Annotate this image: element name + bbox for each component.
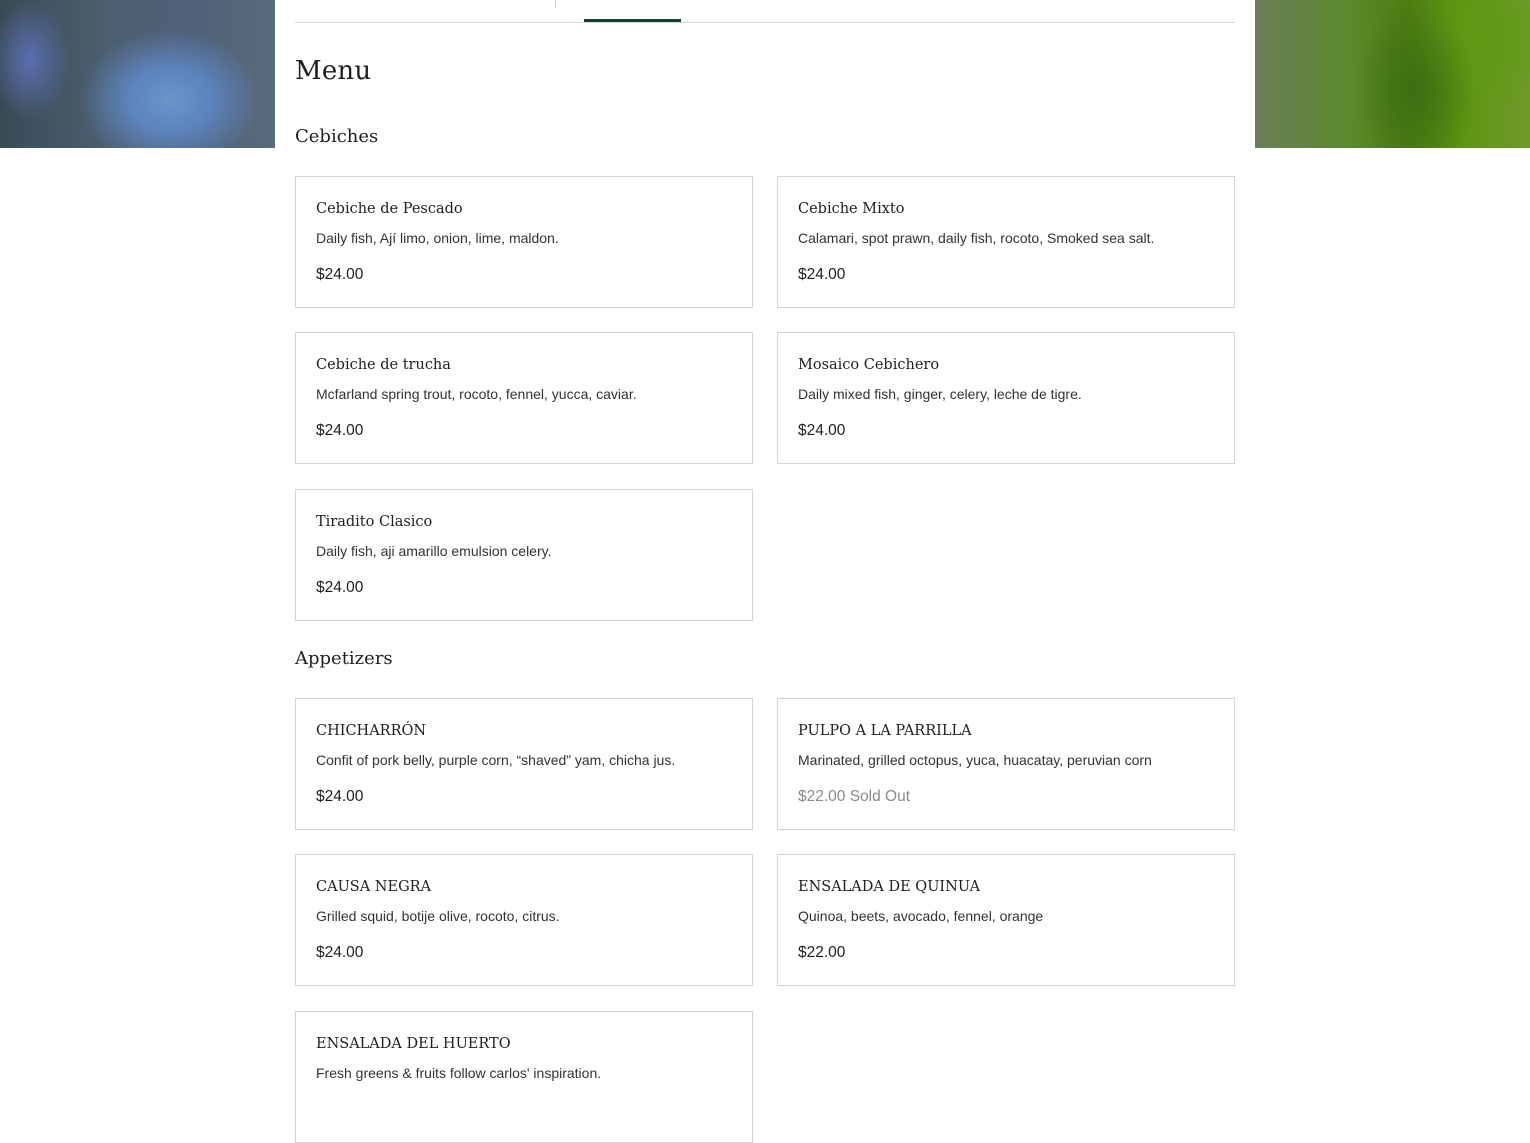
menu-item-description: Fresh greens & fruits follow carlos' inspiration. bbox=[316, 1065, 602, 1081]
menu-item-name: Tiradito Clasico bbox=[316, 514, 433, 530]
menu-item-price: $24.00 bbox=[798, 266, 846, 283]
section-title-appetizers: Appetizers bbox=[295, 648, 393, 669]
page-title: Menu bbox=[295, 56, 372, 86]
menu-item-name: CHICHARRÓN bbox=[316, 723, 427, 739]
menu-item-name: Cebiche de trucha bbox=[316, 357, 451, 373]
background-image-left bbox=[0, 0, 275, 148]
menu-item-description: Daily fish, Ají limo, onion, lime, maldon. bbox=[316, 230, 559, 246]
menu-item-price: $24.00 bbox=[316, 266, 364, 283]
menu-item-card[interactable] bbox=[295, 332, 753, 464]
tab-divider bbox=[555, 0, 556, 8]
menu-item-description: Grilled squid, botije olive, rocoto, citrus. bbox=[316, 908, 560, 924]
menu-item-description: Calamari, spot prawn, daily fish, rocoto, Smoked sea salt. bbox=[798, 230, 1155, 246]
menu-item-price: $24.00 bbox=[316, 944, 364, 961]
menu-item-description: Daily mixed fish, ginger, celery, leche de tigre. bbox=[798, 386, 1082, 402]
menu-item-description: Confit of pork belly, purple corn, “shaved” yam, chicha jus. bbox=[316, 752, 676, 768]
menu-item-price: $22.00 bbox=[798, 944, 846, 961]
menu-item-price: $24.00 bbox=[316, 579, 364, 596]
menu-item-name: Cebiche de Pescado bbox=[316, 201, 463, 217]
menu-item-card[interactable] bbox=[295, 698, 753, 830]
menu-item-description: Marinated, grilled octopus, yuca, huacatay, peruvian corn bbox=[798, 752, 1152, 768]
menu-item-card[interactable] bbox=[295, 176, 753, 308]
menu-item-name: CAUSA NEGRA bbox=[316, 879, 432, 895]
section-title-cebiches: Cebiches bbox=[295, 126, 379, 147]
menu-item-name: ENSALADA DEL HUERTO bbox=[316, 1036, 511, 1052]
menu-panel bbox=[275, 0, 1255, 1094]
menu-item-card[interactable] bbox=[777, 698, 1235, 830]
menu-tabs bbox=[295, 0, 1235, 23]
menu-item-card[interactable] bbox=[295, 489, 753, 621]
menu-item-name: Mosaico Cebichero bbox=[798, 357, 940, 373]
menu-item-description: Quinoa, beets, avocado, fennel, orange bbox=[798, 908, 1044, 924]
menu-item-description: Daily fish, aji amarillo emulsion celery. bbox=[316, 543, 552, 559]
menu-item-name: PULPO A LA PARRILLA bbox=[798, 723, 972, 739]
menu-item-description: Mcfarland spring trout, rocoto, fennel, yucca, caviar. bbox=[316, 386, 637, 402]
menu-item-card[interactable] bbox=[777, 176, 1235, 308]
menu-item-name: ENSALADA DE QUINUA bbox=[798, 879, 981, 895]
menu-item-card[interactable] bbox=[295, 854, 753, 986]
background-image-right bbox=[1255, 0, 1530, 148]
menu-item-name: Cebiche Mixto bbox=[798, 201, 905, 217]
menu-item-card[interactable] bbox=[777, 332, 1235, 464]
menu-item-price: $24.00 bbox=[316, 422, 364, 439]
menu-item-price: $24.00 bbox=[798, 422, 846, 439]
menu-item-card[interactable] bbox=[777, 854, 1235, 986]
tab-active-indicator[interactable] bbox=[584, 19, 681, 22]
menu-item-price-sold-out: $22.00 Sold Out bbox=[798, 788, 911, 805]
menu-item-price: $24.00 bbox=[316, 788, 364, 805]
menu-item-card[interactable] bbox=[295, 1011, 753, 1143]
